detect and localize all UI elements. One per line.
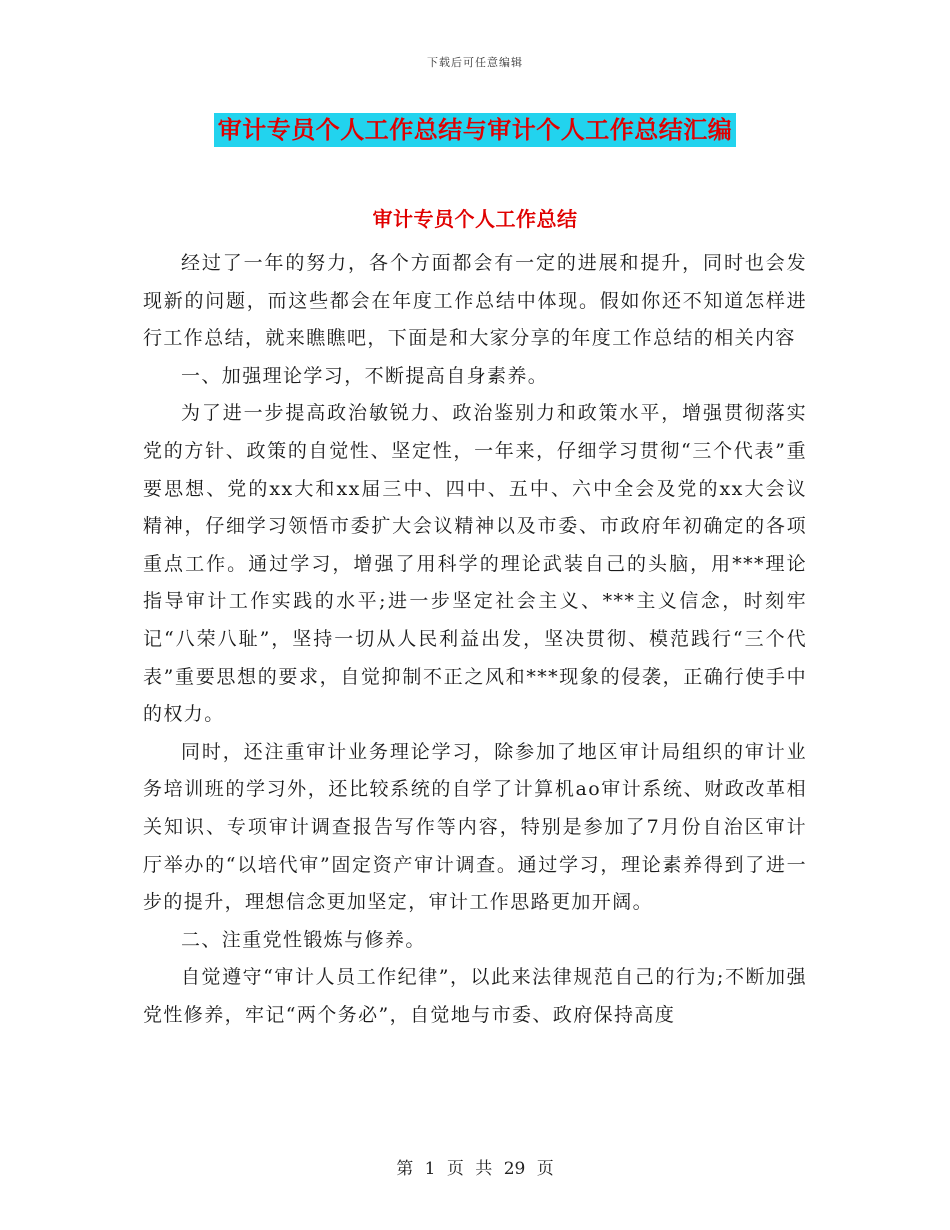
paragraph-heading-1: 一、加强理论学习，不断提高自身素养。 (181, 364, 549, 387)
document-body (143, 245, 807, 1034)
document-main-title: 审计专员个人工作总结与审计个人工作总结汇编 (214, 113, 737, 147)
main-title-wrap (0, 113, 950, 147)
header-note: 下载后可任意编辑 (427, 56, 523, 69)
paragraph-heading-2: 二、注重党性锻炼与修养。 (181, 928, 426, 951)
paragraph-intro: 经过了一年的努力，各个方面都会有一定的进展和提升，同时也会发现新的问题，而这些都会在年度工作总结中体现。假如你还不知道怎样进行工作总结，就来瞧瞧吧，下面是和大家分享的年度工作总结的相关内容 (143, 252, 807, 350)
paragraph-audit-study: 同时，还注重审计业务理论学习，除参加了地区审计局组织的审计业务培训班的学习外，还比较系统的自学了计算机ao审计系统、财政改革相关知识、专项审计调查报告写作等内容，特别是参加了7月份自治区审计厅举办的“以培代审”固定资产审计调查。通过学习，理论素养得到了进一步的提升，理想信念更加坚定，审计工作思路更加开阔。 (143, 740, 807, 914)
section-title: 审计专员个人工作总结 (372, 207, 578, 231)
paragraph-theory-study: 为了进一步提高政治敏锐力、政治鉴别力和政策水平，增强贯彻落实党的方针、政策的自觉性、坚定性，一年来，仔细学习贯彻“三个代表”重要思想、党的xx大和xx届三中、四中、五中、六中全会及党的xx大会议精神，仔细学习领悟市委扩大会议精神以及市委、市政府年初确定的各项重点工作。通过学习，增强了用科学的理论武装自己的头脑，用***理论指导审计工作实践的水平;进一步坚定社会主义、***主义信念，时刻牢记“八荣八耻”，坚持一切从人民利益出发，坚决贯彻、模范践行“三个代表”重要思想的要求，自觉抑制不正之风和***现象的侵袭，正确行使手中的权力。 (143, 402, 807, 726)
paragraph-discipline: 自觉遵守“审计人员工作纪律”，以此来法律规范自己的行为;不断加强党性修养，牢记“两个务必”，自觉地与市委、政府保持高度 (143, 966, 807, 1026)
page-number-footer: 第 1 页 共 29 页 (396, 1159, 554, 1179)
